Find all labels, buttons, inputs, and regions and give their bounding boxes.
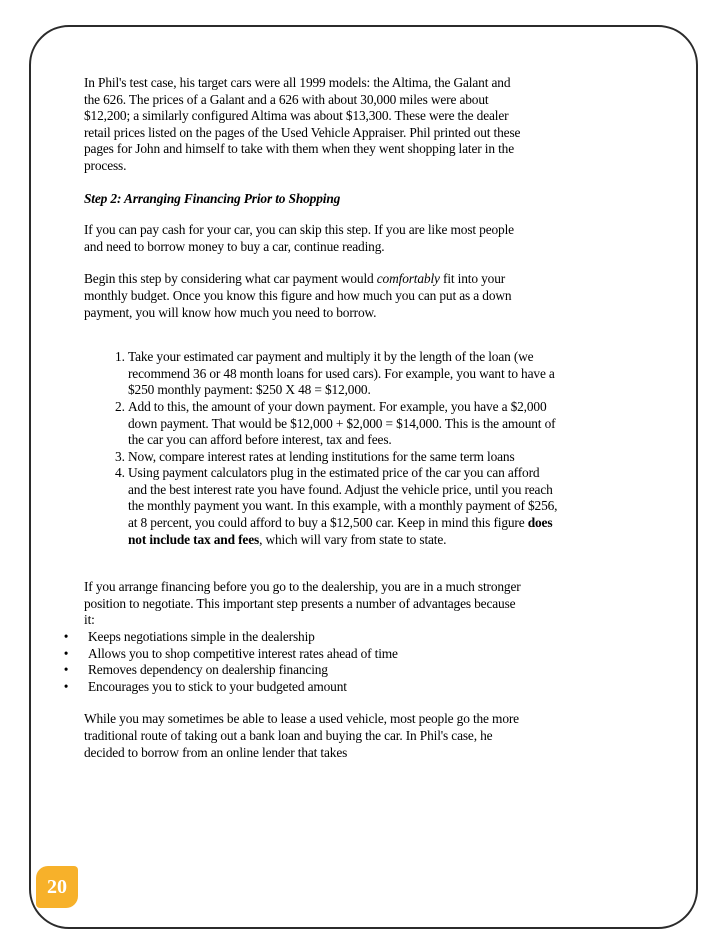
section-heading: Step 2: Arranging Financing Prior to Shopping [84,190,341,206]
advantage-item [56,646,524,663]
advantage-text: Keeps negotiations simple in the dealership [88,629,315,645]
bullet-icon: • [63,629,69,645]
bullet-icon: • [63,662,69,678]
advantage-item [56,662,524,679]
steps-list [84,349,558,548]
step-item: 3. Now, compare interest rates at lending institutions for the same term loans [128,449,558,466]
paragraph-pay-cash: If you can pay cash for your car, you can skip this step. If you are like most people and need to borrow money to buy a car, continue reading. [84,222,514,254]
paragraph-budget [84,271,524,321]
advantages-list [56,629,524,695]
advantage-text: Allows you to shop competitive interest rates ahead of time [88,645,398,661]
step-item: 2. Add to this, the amount of your down payment. For example, you have a $2,000 down payment. That would be $12,000 + $2,000 = $14,000. This is the amount of the car you can afford before interest, tax and fees. [128,399,558,449]
paragraph-financing: If you arrange financing before you go to the dealership, you are in a much stronger position to negotiate. This important step presents a number of advantages because it: [84,579,521,628]
bullet-icon: • [63,678,69,694]
page-content [63,75,558,761]
paragraph-budget-emphasis: comfortably [376,271,440,287]
paragraph-budget-start: Begin this step by considering what car payment would [84,271,377,287]
advantage-item [56,679,524,696]
step-item [128,465,558,548]
bullet-icon: • [63,645,69,661]
advantage-text: Encourages you to stick to your budgeted amount [88,678,347,694]
step-4-bold: does not include tax and fees [128,515,553,547]
paragraph-budget-end: fit into your monthly budget. Once you know this figure and how much you can put as a down payment, you will know how much you need to borrow. [84,271,512,320]
paragraph-lease: While you may sometimes be able to lease a used vehicle, most people go the more traditional route of taking out a bank loan and buying the car. In Phil's case, he decided to borrow from an online lender that takes [84,711,519,760]
advantage-text: Removes dependency on dealership financing [88,662,328,678]
paragraph-test-case: In Phil's test case, his target cars were all 1999 models: the Altima, the Galant and the 626. The prices of a Galant and a 626 with about 30,000 miles were about $12,200; a similarly configured Altima was about $13,300. These were the dealer retail prices listed on the pages of the Used Vehicle Appraiser. Phil printed out these pages for John and himself to take with them when they went shopping later in the process. [84,75,521,173]
page-number-badge: 20 [36,866,78,908]
step-item: 1. Take your estimated car payment and multiply it by the length of the loan (we recommend 36 or 48 month loans for used cars). For example, you want to have a $250 monthly payment: $250 X 48 = $12,000. [128,349,558,399]
step-4-text: Using payment calculators plug in the estimated price of the car you can afford and the best interest rate you have found. Adjust the vehicle price, until you reach the monthly payment you want. In this example, with a monthly payment of $256, at 8 percent, you could afford to buy a $12,500 car. Keep in mind this figure [128,465,558,531]
step-4-tail: , which will vary from state to state. [259,531,447,547]
advantage-item [56,629,524,646]
